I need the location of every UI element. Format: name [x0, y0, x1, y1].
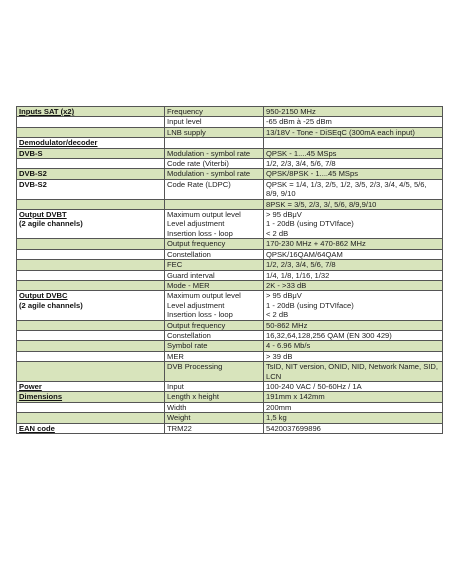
param-value: 100-240 VAC / 50-60Hz / 1A: [264, 381, 443, 391]
row-label: [17, 280, 165, 290]
table-row: [17, 423, 443, 433]
param-value: 13/18V - Tone - DiSEqC (300mA each input): [264, 127, 443, 137]
table-row: [17, 270, 443, 280]
table-row: [17, 107, 443, 117]
param-name: Weight: [165, 413, 264, 423]
row-label: [17, 402, 165, 412]
row-label: [17, 341, 165, 351]
param-value: 8PSK = 3/5, 2/3, 3/, 5/6, 8/9,9/10: [264, 199, 443, 209]
param-name: Symbol rate: [165, 341, 264, 351]
param-value: QPSK/8PSK - 1....45 MSps: [264, 169, 443, 179]
row-label: Demodulator/decoder: [17, 138, 165, 148]
row-label-line: Output DVBT: [19, 210, 67, 220]
param-value: [264, 138, 443, 148]
table-row: [17, 138, 443, 148]
param-name: Modulation - symbol rate: [165, 148, 264, 158]
param-value-line: < 2 dB: [266, 228, 289, 238]
row-label: [17, 210, 165, 239]
param-name: MER: [165, 351, 264, 361]
param-name-line: Level adjustment: [167, 300, 225, 310]
row-label: [17, 239, 165, 249]
param-value: TsID, NIT version, ONID, NID, Network Name, SID, LCN: [264, 362, 443, 382]
param-name-line: Maximum output level: [167, 291, 241, 301]
row-label: [17, 159, 165, 169]
param-name: Modulation - symbol rate: [165, 169, 264, 179]
param-value-line: < 2 dB: [266, 310, 289, 320]
param-value: 50-862 MHz: [264, 320, 443, 330]
row-label: [17, 413, 165, 423]
param-name: Constellation: [165, 249, 264, 259]
table-row: [17, 291, 443, 320]
param-name: DVB Processing: [165, 362, 264, 382]
row-label: [17, 351, 165, 361]
row-label: [17, 320, 165, 330]
row-label-line: (2 agile channels): [19, 300, 83, 310]
param-name: Output frequency: [165, 239, 264, 249]
param-value: 4 - 6.96 Mb/s: [264, 341, 443, 351]
row-label: [17, 291, 165, 320]
param-name-line: Insertion loss - loop: [167, 310, 233, 320]
row-label: DVB-S2: [17, 169, 165, 179]
table-row: [17, 381, 443, 391]
param-name: Output frequency: [165, 320, 264, 330]
row-label: [17, 260, 165, 270]
param-name: [165, 210, 264, 239]
param-value: QPSK/16QAM/64QAM: [264, 249, 443, 259]
row-label: [17, 270, 165, 280]
param-value: QPSK = 1/4, 1/3, 2/5, 1/2, 3/5, 2/3, 3/4, 4/5, 5/6, 8/9, 9/10: [264, 179, 443, 199]
param-name: [165, 291, 264, 320]
param-value: 170-230 MHz + 470-862 MHz: [264, 239, 443, 249]
table-row: [17, 280, 443, 290]
row-label: [17, 330, 165, 340]
param-value: 191mm x 142mm: [264, 392, 443, 402]
row-label: Inputs SAT (x2): [17, 107, 165, 117]
table-row: [17, 392, 443, 402]
param-value: [264, 210, 443, 239]
row-label: EAN code: [17, 423, 165, 433]
param-value: QPSK - 1....45 MSps: [264, 148, 443, 158]
param-value: 1/4, 1/8, 1/16, 1/32: [264, 270, 443, 280]
param-name: [165, 199, 264, 209]
param-name-line: Level adjustment: [167, 219, 225, 229]
param-value: 950-2150 MHz: [264, 107, 443, 117]
table-row: [17, 402, 443, 412]
table-row: [17, 320, 443, 330]
param-name: Width: [165, 402, 264, 412]
param-value: 200mm: [264, 402, 443, 412]
table-row: [17, 260, 443, 270]
param-name: Frequency: [165, 107, 264, 117]
row-label: [17, 249, 165, 259]
param-value: 1,5 kg: [264, 413, 443, 423]
param-name: FEC: [165, 260, 264, 270]
table-row: [17, 210, 443, 239]
row-label: DVB-S2: [17, 179, 165, 199]
param-value: [264, 291, 443, 320]
table-row: [17, 351, 443, 361]
param-value: 16,32,64,128,256 QAM (EN 300 429): [264, 330, 443, 340]
param-name: [165, 138, 264, 148]
table-row: [17, 341, 443, 351]
param-name: Input: [165, 381, 264, 391]
table-row: [17, 179, 443, 199]
param-value: 1/2, 2/3, 3/4, 5/6, 7/8: [264, 159, 443, 169]
row-label: [17, 127, 165, 137]
row-label: Power: [17, 381, 165, 391]
param-value-line: > 95 dBμV: [266, 291, 302, 301]
table-row: [17, 117, 443, 127]
row-label: [17, 199, 165, 209]
param-name: TRM22: [165, 423, 264, 433]
param-name: Length x height: [165, 392, 264, 402]
spec-table: [16, 106, 443, 434]
table-row: [17, 159, 443, 169]
param-name: Input level: [165, 117, 264, 127]
param-value: 5420037699896: [264, 423, 443, 433]
table-row: [17, 148, 443, 158]
table-row: [17, 330, 443, 340]
row-label: [17, 117, 165, 127]
table-row: [17, 169, 443, 179]
param-value-line: 1 - 20dB (using DTVIface): [266, 219, 354, 229]
param-value: 2K - >33 dB: [264, 280, 443, 290]
table-row: [17, 362, 443, 382]
param-name: Constellation: [165, 330, 264, 340]
table-row: [17, 199, 443, 209]
param-name: LNB supply: [165, 127, 264, 137]
param-value-line: 1 - 20dB (using DTVIface): [266, 300, 354, 310]
table-row: [17, 127, 443, 137]
param-name: Code Rate (LDPC): [165, 179, 264, 199]
row-label-line: Output DVBC: [19, 291, 68, 301]
param-name: Mode - MER: [165, 280, 264, 290]
param-value-line: > 95 dBμV: [266, 210, 302, 220]
row-label: Dimensions: [17, 392, 165, 402]
param-name: Guard interval: [165, 270, 264, 280]
table-row: [17, 413, 443, 423]
param-name-line: Insertion loss - loop: [167, 228, 233, 238]
param-value: 1/2, 2/3, 3/4, 5/6, 7/8: [264, 260, 443, 270]
table-row: [17, 239, 443, 249]
param-name: Code rate (Viterbi): [165, 159, 264, 169]
row-label-line: (2 agile channels): [19, 219, 83, 229]
row-label: DVB-S: [17, 148, 165, 158]
table-row: [17, 249, 443, 259]
row-label: [17, 362, 165, 382]
param-value: -65 dBm à -25 dBm: [264, 117, 443, 127]
param-value: > 39 dB: [264, 351, 443, 361]
param-name-line: Maximum output level: [167, 210, 241, 220]
